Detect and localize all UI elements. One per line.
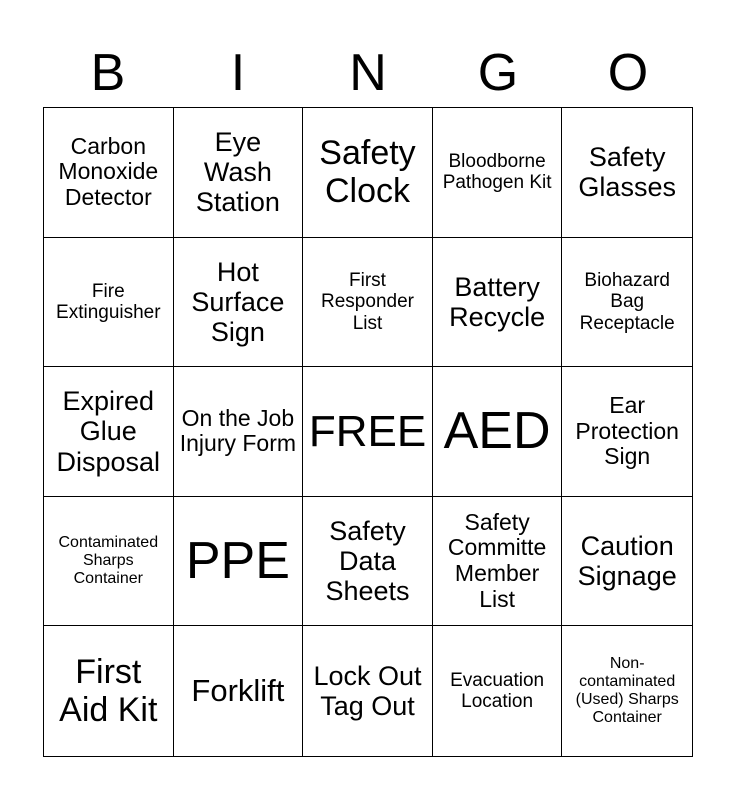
bingo-cell[interactable]: Contaminated Sharps Container <box>44 497 174 627</box>
bingo-cell[interactable]: Non-contaminated (Used) Sharps Container <box>575 655 679 727</box>
bingo-board <box>43 107 693 757</box>
bingo-cell[interactable]: AED <box>433 367 563 497</box>
header-letter-o: O <box>607 44 649 102</box>
bingo-cell[interactable]: Fire Extinguisher <box>44 238 174 368</box>
bingo-header <box>43 38 693 108</box>
bingo-cell[interactable]: Forklift <box>174 626 304 756</box>
bingo-cell[interactable]: Expired Glue Disposal <box>44 367 174 497</box>
header-letter-i: I <box>230 44 246 102</box>
bingo-cell[interactable]: Carbon Monoxide Detector <box>44 108 174 238</box>
bingo-cell[interactable]: Caution Signage <box>562 497 692 627</box>
bingo-cell[interactable]: Bloodborne Pathogen Kit <box>433 108 563 238</box>
bingo-cell[interactable]: Safety Data Sheets <box>303 497 433 627</box>
bingo-cell[interactable]: Safety Committe Member List <box>433 497 563 627</box>
header-letter-g: G <box>477 44 519 102</box>
bingo-cell[interactable]: Evacuation Location <box>433 626 563 756</box>
bingo-cell[interactable]: Battery Recycle <box>433 238 563 368</box>
header-letter-b: B <box>90 44 126 102</box>
bingo-cell[interactable]: Ear Protection Sign <box>562 367 692 497</box>
bingo-cell[interactable]: Safety Clock <box>303 108 433 238</box>
bingo-cell[interactable]: Hot Surface Sign <box>174 238 304 368</box>
bingo-cell[interactable]: First Responder List <box>303 238 433 368</box>
bingo-cell[interactable]: PPE <box>174 497 304 627</box>
bingo-cell[interactable]: First Aid Kit <box>44 626 174 756</box>
bingo-cell[interactable]: Eye Wash Station <box>174 108 304 238</box>
free-space[interactable]: FREE <box>303 367 433 497</box>
bingo-cell[interactable]: Biohazard Bag Receptacle <box>562 238 692 368</box>
bingo-cell[interactable]: Lock Out Tag Out <box>303 626 433 756</box>
bingo-cell[interactable]: On the Job Injury Form <box>174 367 304 497</box>
bingo-cell[interactable]: Safety Glasses <box>562 108 692 238</box>
header-letter-n: N <box>349 44 387 102</box>
